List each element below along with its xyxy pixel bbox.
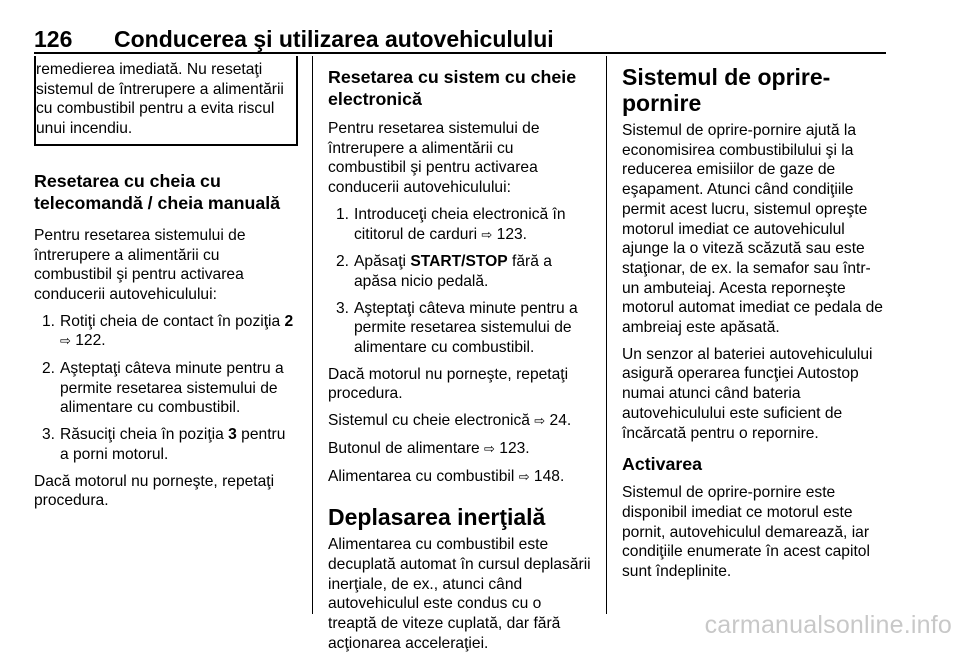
step-number: 2.	[42, 360, 56, 378]
section-heading: Activarea	[622, 454, 703, 475]
cross-reference	[328, 467, 592, 488]
column-middle	[328, 56, 592, 653]
ref-page: 24.	[545, 412, 572, 430]
step-ref: 122.	[70, 332, 106, 350]
column-left	[34, 56, 298, 511]
step-number: 3.	[336, 299, 350, 317]
page-ref-icon: ⇨	[481, 227, 493, 243]
paragraph: Sistemul de oprire-pornire ajută la economisirea combustibilului şi la reducerea emisiilor de gaze de eşapament. Atunci când condiţiile permit acest lucru, sistemul opreşte motorul imediat ce autovehiculul ajunge la o viteză scăzută sau este staţionar, de ex. la semafor sau într-un ambuteiaj. Acesta reporneşte motorul automat imediat ce pedala de ambreiaj este apăsată.	[622, 122, 883, 337]
list-item	[34, 425, 298, 464]
page-header	[34, 0, 886, 54]
section-title: Sistemul de oprire-pornire	[622, 64, 831, 116]
column-divider	[312, 56, 313, 614]
warning-text: remedierea imediată. Nu resetaţi sistemul de întrerupere a alimentării cu combustibil pentru a evita riscul unui incendiu.	[36, 61, 284, 138]
paragraph: Dacă motorul nu porneşte, repetaţi procedura.	[34, 472, 275, 510]
list-item	[328, 299, 592, 358]
list-item	[328, 252, 592, 291]
step-text: Aşteptaţi câteva minute pentru a permite resetarea sistemului de alimentare cu combustibil.	[60, 360, 284, 417]
ref-page: 148.	[529, 467, 565, 485]
step-text: Răsuciţi cheia în poziţia	[60, 426, 229, 444]
step-number: 1.	[336, 205, 350, 223]
step-number: 3.	[42, 426, 56, 444]
page-ref-icon: ⇨	[518, 469, 530, 485]
watermark-text: carmanualsonline.info	[704, 611, 952, 639]
step-text: pentru a porni motorul.	[60, 426, 286, 463]
step-bold: 2	[284, 312, 294, 330]
list-item	[34, 359, 298, 418]
ref-text: Butonul de alimentare	[328, 439, 485, 457]
paragraph: Sistemul de oprire-pornire este disponibil imediat ce motorul este pornit, autovehiculul demarează, iar condiţiile enumerate în acest capitol sunt îndeplinite.	[622, 484, 870, 581]
step-list	[34, 312, 298, 465]
step-list	[328, 205, 592, 358]
paragraph: Un senzor al bateriei autovehiculului asigură operarea funcţiei Autostop numai atunci când bateria autovehiculului este suficient de încărcată pentru o repornire.	[622, 345, 873, 442]
cross-reference	[328, 439, 592, 460]
section-title: Deplasarea inerţială	[328, 504, 546, 531]
step-text: Rotiţi cheia de contact în poziţia	[60, 312, 285, 330]
page-ref-icon: ⇨	[60, 334, 71, 350]
page-ref-icon: ⇨	[534, 414, 546, 430]
step-number: 2.	[336, 253, 350, 271]
paragraph: Alimentarea cu combustibil este decuplată automat în cursul deplasării inerţiale, de ex., atunci când autovehiculul este condus cu o treaptă de viteze cuplată, dar fără acţionarea acceleraţiei.	[328, 536, 591, 652]
paragraph: Pentru resetarea sistemului de întrerupere a alimentării cu combustibil şi pentru activarea conducerii autovehiculului:	[328, 120, 540, 197]
column-divider	[606, 56, 607, 614]
section-heading: Resetarea cu sistem cu cheie electronică	[328, 67, 577, 109]
cross-reference	[328, 411, 592, 432]
page-title: Conducerea şi utilizarea autovehiculului	[114, 26, 554, 52]
ref-page: 123.	[494, 439, 530, 457]
step-text: Apăsaţi	[354, 253, 411, 271]
ref-text: Sistemul cu cheie electronică	[328, 412, 535, 430]
section-heading: Resetarea cu cheia cu telecomandă / cheia manuală	[34, 170, 281, 213]
list-item	[328, 205, 592, 245]
paragraph: Pentru resetarea sistemului de întrerupere a alimentării cu combustibil şi pentru activarea conducerii autovehiculului:	[34, 226, 246, 303]
step-number: 1.	[42, 312, 56, 330]
step-text: Aşteptaţi câteva minute pentru a permite resetarea sistemului de alimentare cu combustibil.	[354, 299, 578, 357]
page-ref-icon: ⇨	[484, 441, 495, 457]
column-right	[622, 56, 888, 582]
list-item	[34, 312, 298, 352]
ref-text: Alimentarea cu combustibil	[328, 467, 519, 485]
step-ref: 123.	[492, 225, 527, 243]
step-text: fără a apăsa nicio pedală.	[354, 253, 552, 290]
step-bold: 3	[228, 426, 237, 444]
page-number: 126	[34, 26, 73, 52]
paragraph: Dacă motorul nu porneşte, repetaţi procedura.	[328, 365, 569, 403]
step-text: Introduceţi cheia electronică în cititorul de carduri	[354, 205, 566, 243]
step-bold: START/STOP	[410, 253, 508, 271]
warning-box	[34, 56, 298, 146]
